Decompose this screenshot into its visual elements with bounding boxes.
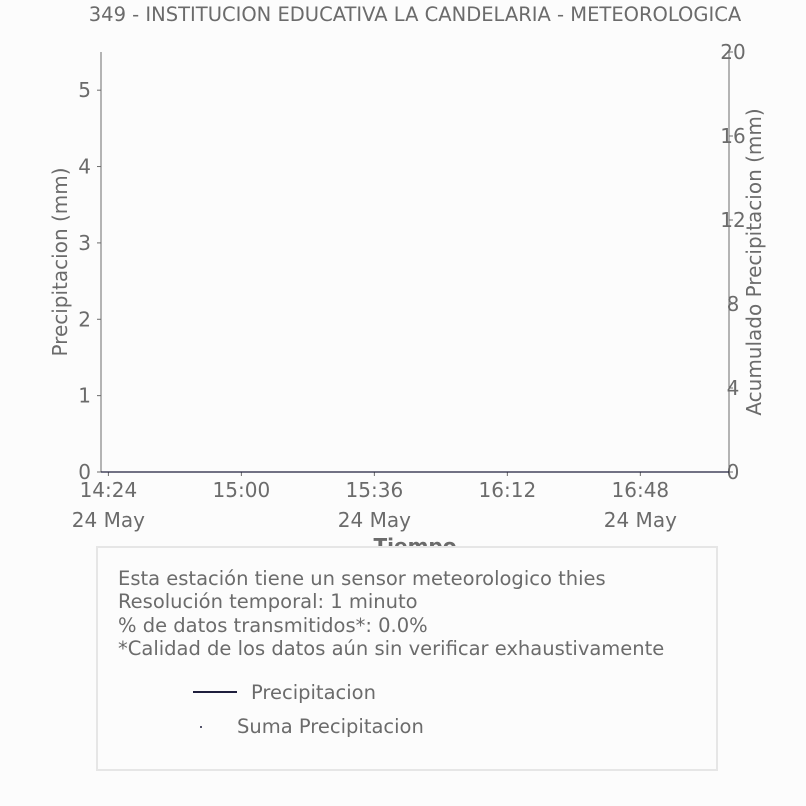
y-axis-label: Precipitacion (mm) <box>48 167 72 357</box>
axes-layer <box>72 40 746 532</box>
y-tick-label: 3 <box>78 230 91 255</box>
info-line-transmitted: % de datos transmitidos*: 0.0% <box>118 613 428 637</box>
x-date-label: 24 May <box>603 508 677 532</box>
info-panel <box>96 546 718 771</box>
y-tick-label: 0 <box>78 460 91 484</box>
y-tick-label: 2 <box>78 307 91 332</box>
y2-tick-label: 12 <box>720 208 746 232</box>
info-line-quality: *Calidad de los datos aún sin verificar exhaustivamente <box>118 636 665 660</box>
info-line-resolution: Resolución temporal: 1 minuto <box>118 590 418 614</box>
legend-dot-icon <box>200 726 202 728</box>
y2-axis-label: Acumulado Precipitacion (mm) <box>742 108 766 416</box>
x-tick-label: 14:24 <box>79 478 138 502</box>
y-tick-label: 4 <box>78 154 91 179</box>
legend-item-suma: Suma Precipitacion <box>237 715 424 738</box>
y2-tick-label: 20 <box>720 40 746 64</box>
x-date-label: 24 May <box>71 508 145 532</box>
y2-tick-label: 8 <box>726 292 740 316</box>
x-tick-label: 16:12 <box>478 478 537 502</box>
x-tick-label: 15:00 <box>212 478 271 502</box>
info-line-sensor: Esta estación tiene un sensor meteorologico thies <box>118 567 606 590</box>
info-lines <box>118 567 664 660</box>
y-tick-label: 1 <box>78 383 91 408</box>
x-tick-label: 16:48 <box>611 478 670 502</box>
y2-tick-label: 0 <box>726 460 740 484</box>
x-date-label: 24 May <box>337 508 411 532</box>
chart-title: 349 - INSTITUCION EDUCATIVA LA CANDELARIA - METEOROLOGICA <box>88 3 742 26</box>
y-tick-label: 5 <box>78 78 91 103</box>
legend-item-precipitacion: Precipitacion <box>251 681 376 704</box>
x-tick-label: 15:36 <box>345 478 404 502</box>
y2-tick-label: 16 <box>720 124 746 148</box>
y2-tick-label: 4 <box>726 376 740 400</box>
legend-line-icon <box>193 691 237 693</box>
